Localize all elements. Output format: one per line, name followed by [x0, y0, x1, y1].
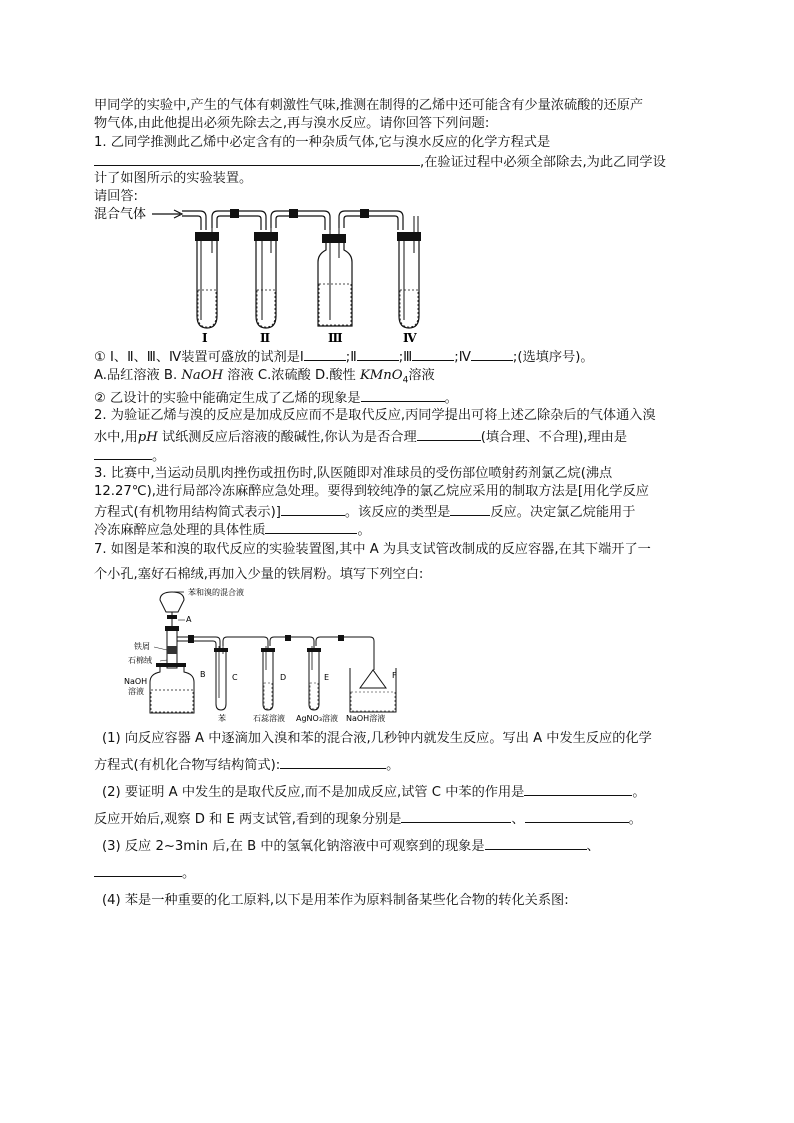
- label-tube-2: Ⅱ: [260, 331, 271, 345]
- q1-line-a: 1. 乙同学推测此乙烯中必定含有的一种杂质气体,它与溴水反应的化学方程式是: [94, 135, 551, 150]
- blank-14[interactable]: [525, 809, 629, 823]
- s3-line-b: 。: [94, 861, 195, 887]
- tube-d: [261, 646, 275, 710]
- tube-1: [195, 228, 219, 328]
- q7-line-a: 7. 如图是苯和溴的取代反应的实验装置图,其中 A 为具支试管改制成的反应容器,在其下端开了一: [94, 542, 651, 557]
- q3-line-c: 方程式(有机物用结构简式表示)] 。该反应的类型是 反应。决定氯乙烷能用于: [94, 502, 635, 522]
- answer-blank[interactable]: [94, 152, 420, 166]
- beaker-f: [350, 668, 396, 712]
- s1-line-b: 方程式(有机化合物写结构简式): 。: [94, 753, 399, 779]
- label-c-bottom: 苯: [218, 714, 226, 723]
- blank-7[interactable]: [94, 446, 152, 460]
- label-naoh-1: NaOH: [124, 677, 148, 686]
- blank-8[interactable]: [281, 502, 345, 516]
- label-iron: 铁屑: [134, 642, 150, 651]
- q-sub1: ① Ⅰ、Ⅱ、Ⅲ、Ⅳ装置可盛放的试剂是Ⅰ ;Ⅱ ;Ⅲ ;Ⅳ ;(选填序号)。: [94, 347, 594, 367]
- label-e-bottom: AgNO₃溶液: [296, 714, 339, 723]
- blank-1[interactable]: [304, 347, 346, 361]
- label-tube-1: Ⅰ: [202, 331, 208, 345]
- tube-2: [254, 228, 278, 328]
- blank-9[interactable]: [450, 502, 490, 516]
- blank-3[interactable]: [412, 347, 454, 361]
- label-f-bottom: NaOH溶液: [346, 714, 386, 723]
- q7-line-b: 个小孔,塞好石棉绒,再加入少量的铁屑粉。填写下列空白:: [94, 567, 424, 582]
- tube-c: [214, 646, 228, 710]
- blank-11[interactable]: [280, 755, 386, 769]
- label-d-bottom: 石蕊溶液: [253, 714, 285, 723]
- blank-13[interactable]: [401, 809, 511, 823]
- bottle-3: [318, 228, 352, 326]
- label-f: F: [392, 671, 397, 680]
- q1-line-c: 计了如图所示的实验装置。: [94, 171, 253, 186]
- label-asbestos: 石棉绒: [128, 656, 152, 665]
- q3-line-b: 12.27℃),进行局部冷冻麻醉应急处理。要得到较纯净的氯乙烷应采用的制取方法是[用化学反应: [94, 484, 649, 499]
- q-sub2: ② 乙设计的实验中能确定生成了乙烯的现象是 。: [94, 388, 458, 408]
- q2-line-c: 。: [94, 446, 165, 466]
- label-e: E: [324, 673, 330, 682]
- apparatus-diagram-2: [120, 588, 400, 723]
- q2-line-a: 2. 为验证乙烯与溴的反应是加成反应而不是取代反应,丙同学提出可将上述乙除杂后的气体通入溴: [94, 408, 656, 423]
- funnel-label: 苯和溴的混合液: [188, 588, 244, 597]
- tube-4: [397, 216, 421, 328]
- s3-line-a: (3) 反应 2~3min 后,在 B 中的氢氧化钠溶液中可观察到的现象是 、: [102, 834, 600, 860]
- blank-15[interactable]: [485, 836, 587, 850]
- q2-line-b: 水中,用pH 试纸测反应后溶液的酸碱性,你认为是否合理 (填合理、不合理),理由是: [94, 427, 627, 447]
- blank-10[interactable]: [265, 520, 357, 534]
- label-a: A: [186, 615, 192, 624]
- s2-line-b: 反应开始后,观察 D 和 E 两支试管,看到的现象分别是 、 。: [94, 807, 642, 833]
- tube-e: [307, 646, 321, 710]
- blank-12[interactable]: [524, 782, 632, 796]
- blank-6[interactable]: [417, 427, 481, 441]
- s1-line-a: (1) 向反应容器 A 中逐滴加入溴和苯的混合液,几秒钟内就发生反应。写出 A 中发生反应的化学: [102, 731, 652, 746]
- options-line: A.品红溶液 B. NaOH 溶液 C.浓硫酸 D.酸性 KMnO$_4$溶液: [94, 368, 435, 386]
- s2-line-a: (2) 要证明 A 中发生的是取代反应,而不是加成反应,试管 C 中苯的作用是 。: [102, 780, 646, 806]
- label-naoh-2: 溶液: [128, 687, 144, 696]
- apparatus-diagram-1: [94, 198, 424, 343]
- blank-16[interactable]: [94, 863, 182, 877]
- label-bottle-3: Ⅲ: [328, 331, 343, 345]
- gas-label: 混合气体: [94, 207, 147, 222]
- label-c: C: [232, 673, 238, 682]
- blank-5[interactable]: [361, 388, 445, 402]
- q1-line-b: ,在验证过程中必须全部除去,为此乙同学设: [94, 152, 666, 172]
- flask-b: [150, 663, 194, 713]
- q3-line-d: 冷冻麻醉应急处理的具体性质 。: [94, 520, 371, 540]
- blank-2[interactable]: [357, 347, 399, 361]
- label-tube-4: Ⅳ: [403, 331, 417, 345]
- label-d: D: [280, 673, 287, 682]
- intro-line-2: 物气体,由此他提出必须先除去之,再与溴水反应。请你回答下列问题:: [94, 116, 490, 131]
- s4-line: (4) 苯是一种重要的化工原料,以下是用苯作为原料制备某些化合物的转化关系图:: [102, 893, 569, 908]
- label-b: B: [200, 670, 206, 679]
- blank-4[interactable]: [471, 347, 513, 361]
- intro-line-1: 甲同学的实验中,产生的气体有刺激性气味,推测在制得的乙烯中还可能含有少量浓硫酸的还原产: [94, 98, 644, 113]
- separatory-funnel: [160, 592, 184, 626]
- ask-label: 请回答:: [94, 189, 139, 204]
- q3-line-a: 3. 比赛中,当运动员肌肉挫伤或扭伤时,队医随即对准球员的受伤部位喷射药剂氯乙烷(沸点: [94, 466, 613, 481]
